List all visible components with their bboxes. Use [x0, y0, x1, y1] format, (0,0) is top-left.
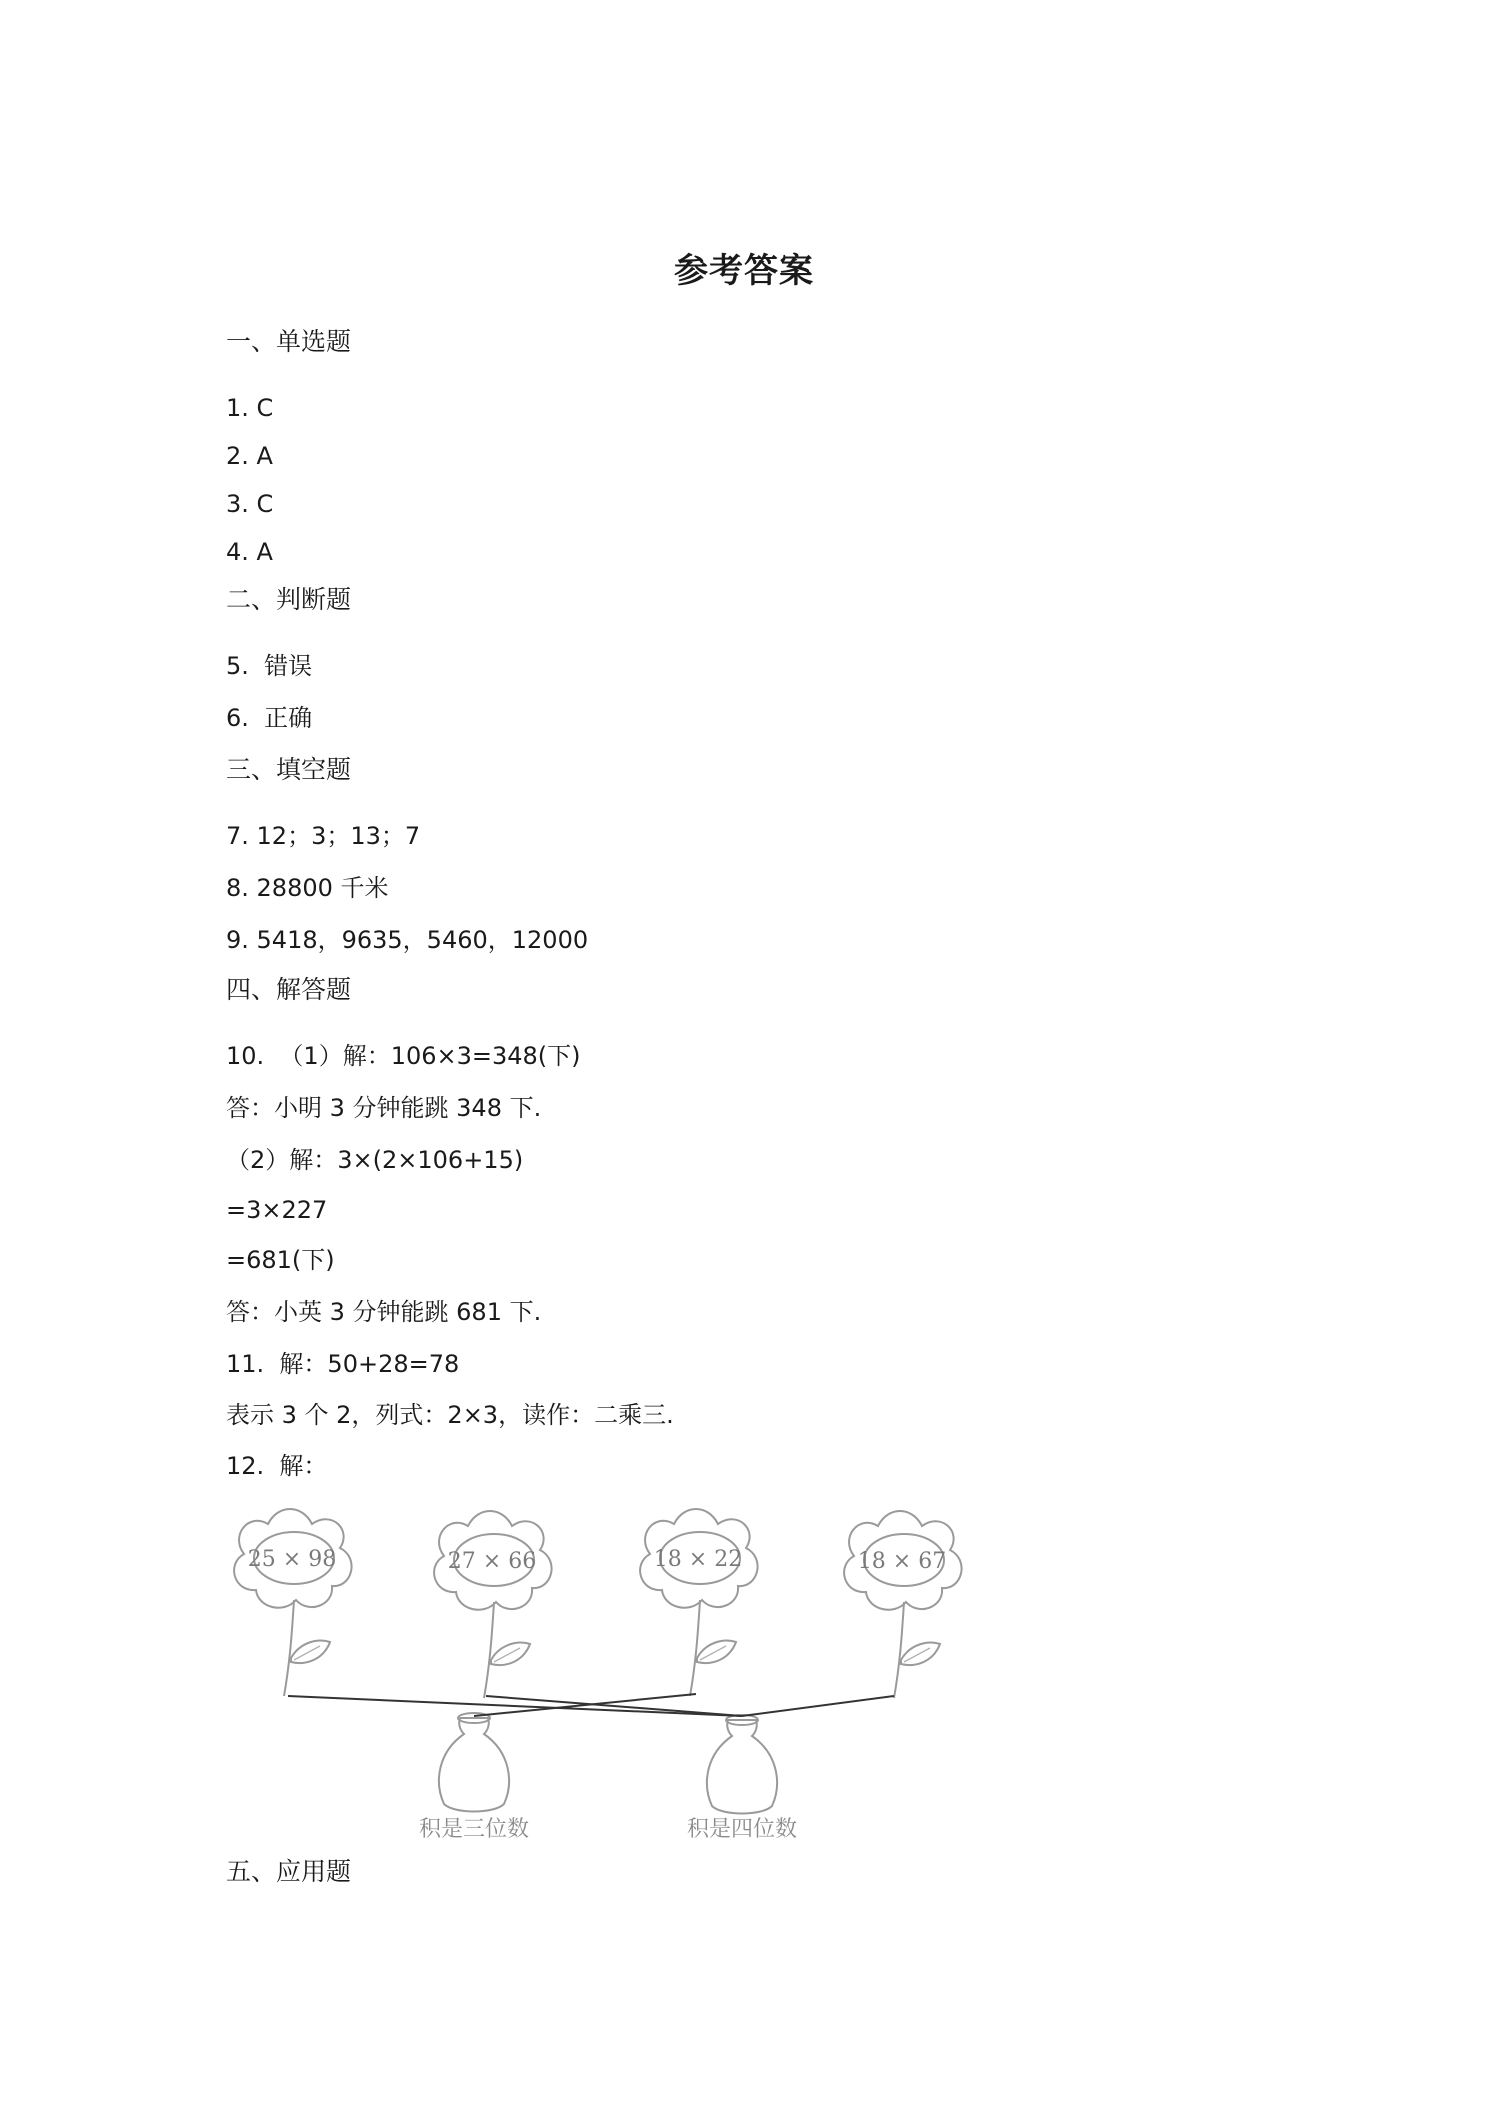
answer-line: =681(下): [226, 1246, 335, 1274]
section-heading-solve: 四、解答题: [226, 975, 352, 1004]
answer-line: 11. 解：50+28=78: [226, 1350, 460, 1378]
answer-line: 3. C: [226, 490, 274, 518]
flower-vase-matching-figure: [226, 1500, 986, 1840]
flower-label-3: 18 × 22: [653, 1547, 743, 1572]
answer-line: 答：小明 3 分钟能跳 348 下.: [226, 1094, 542, 1122]
answer-line: 7. 12；3；13；7: [226, 822, 421, 850]
answer-line: 9. 5418，9635，5460，12000: [226, 926, 589, 954]
flower-1: [234, 1509, 352, 1696]
answer-line: 6. 正确: [226, 704, 313, 732]
vase-2: [687, 1715, 797, 1840]
flower-label-4: 18 × 67: [857, 1549, 947, 1574]
flower-4: [844, 1511, 962, 1698]
answer-line: 答：小英 3 分钟能跳 681 下.: [226, 1298, 542, 1326]
answer-line: 8. 28800 千米: [226, 874, 389, 902]
section-heading-application: 五、应用题: [226, 1857, 352, 1886]
section-heading-single-choice: 一、单选题: [226, 327, 352, 356]
flower-3: [640, 1509, 758, 1696]
answer-line: 2. A: [226, 442, 273, 470]
answer-line: 4. A: [226, 538, 273, 566]
answer-line: （2）解：3×(2×106+15): [226, 1146, 524, 1174]
vase-1: [419, 1713, 529, 1840]
section-heading-true-false: 二、判断题: [226, 585, 352, 614]
answer-line: 12. 解：: [226, 1452, 328, 1480]
flower-2: [434, 1511, 552, 1698]
flower-label-2: 27 × 66: [447, 1549, 537, 1574]
match-line: [742, 1696, 894, 1716]
answer-line: 1. C: [226, 394, 274, 422]
answer-line: 5. 错误: [226, 652, 313, 680]
answer-line: 表示 3 个 2，列式：2×3，读作：二乘三.: [226, 1401, 674, 1429]
page-title: 参考答案: [674, 251, 814, 291]
answer-line: =3×227: [226, 1196, 328, 1224]
flower-label-1: 25 × 98: [247, 1547, 337, 1572]
vase-label-1: 积是三位数: [418, 1817, 530, 1840]
section-heading-fill-blank: 三、填空题: [226, 755, 352, 784]
vase-label-2: 积是四位数: [686, 1817, 798, 1840]
answer-line: 10. （1）解：106×3=348(下): [226, 1042, 581, 1070]
